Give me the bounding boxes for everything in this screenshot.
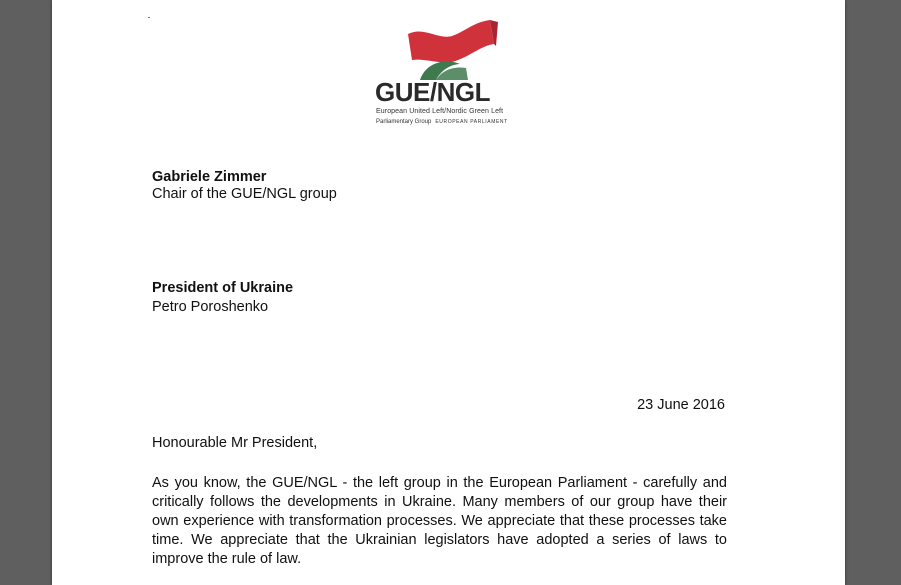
logo-group-label: Parliamentary Group: [376, 119, 432, 125]
letter-date: 23 June 2016: [637, 397, 725, 413]
scan-speck: [148, 17, 150, 18]
logo-subtitle-2: [376, 119, 508, 125]
recipient-title: President of Ukraine: [152, 280, 294, 296]
logo-wordmark: GUE/NGL: [375, 77, 490, 107]
letter-page: [52, 0, 845, 585]
body-paragraph: As you know, the GUE/NGL - the left group in the European Parliament - carefully and critically follows the developments in Ukraine. Many members of our group have their own experience with transformation processes. We appreciate that these processes take time. We appreciate that the Ukrainian legislators have adopted a series of laws to improve the rule of law.: [152, 475, 727, 567]
sender-title: Chair of the GUE/NGL group: [152, 186, 337, 202]
logo-ep-label: EUROPEAN PARLIAMENT: [435, 119, 508, 125]
gue-ngl-logo-icon: [402, 18, 502, 82]
salutation: Honourable Mr President,: [152, 435, 318, 451]
sender-name: Gabriele Zimmer: [152, 169, 267, 185]
recipient-name: Petro Poroshenko: [152, 299, 269, 315]
logo-subtitle: European United Left/Nordic Green Left: [376, 108, 504, 115]
